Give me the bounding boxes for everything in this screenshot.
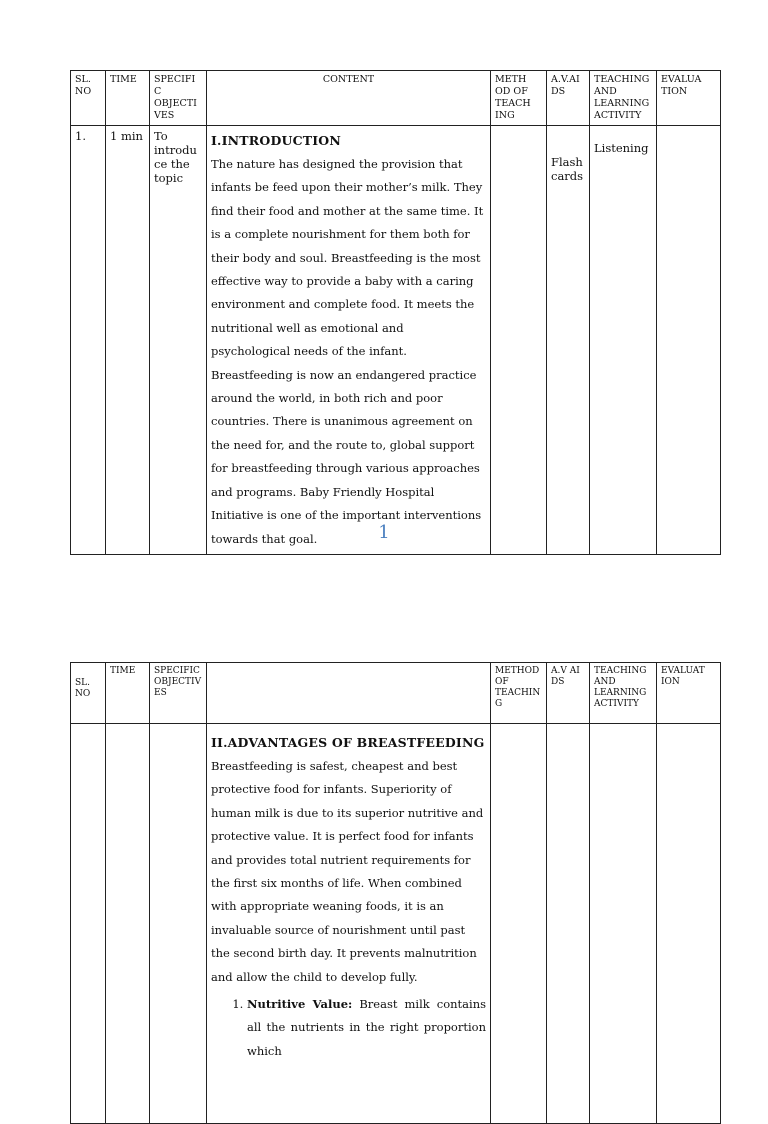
table-header-row	[71, 663, 721, 724]
header-evaluation: EVALUA TION	[657, 71, 721, 126]
header-sl-no: SL. NO	[71, 71, 106, 126]
cell-av-aid	[547, 724, 590, 1124]
section-paragraph: The nature has designed the provision that infants be feed upon their mother’s milk. They find their food and mother at the same time. It is a complete nourishment for them both for their body and soul. Breastfeeding is the most effective way to provide a baby with a caring environment and complete food. It meets the nutritional well as emotional and psychological needs of the infant. Breastfeeding is now an endangered practice around the world, in both rich and poor countries. There is unanimous agreement on the need for, and the route to, global support for breastfeeding through various approaches and programs. Baby Friendly Hospital Initiative is one of the important interventions towards that goal.	[211, 157, 484, 546]
cell-activity	[590, 126, 657, 555]
activity-text: Listening	[594, 141, 649, 155]
header-activity: TEACHING AND LEARNING ACTIVITY	[590, 71, 657, 126]
cell-content	[207, 724, 491, 1124]
header-time: TIME	[106, 71, 150, 126]
list-item-title: Nutritive Value:	[247, 997, 353, 1012]
header-content: CONTENT	[207, 71, 491, 126]
av-aid-text: Flash cards	[551, 155, 584, 183]
cell-method	[491, 724, 547, 1124]
section-paragraph: Breastfeeding is safest, cheapest and best protective food for infants. Superiority of human milk is due to its superior nutritive and protective value. It is perfect food for infants and provides total nutrient requirements for the first six months of life. When combined with appropriate weaning foods, it is an invaluable source of nourishment until past the second birth day. It prevents malnutrition and allow the child to develop fully.	[211, 759, 484, 984]
cell-method	[491, 126, 547, 555]
header-av-aids: A.V.AI DS	[547, 71, 590, 126]
table-header-row	[71, 71, 721, 126]
header-content	[207, 663, 491, 724]
header-method: METHOD OF TEACHIN G	[491, 663, 547, 724]
list-item	[247, 993, 486, 1063]
header-time: TIME	[106, 663, 150, 724]
lesson-plan-table-1	[70, 70, 721, 555]
cell-time: 1 min	[106, 126, 150, 555]
header-av-aids: A.V AI DS	[547, 663, 590, 724]
advantages-list	[211, 993, 486, 1063]
header-sl-no-text: SL. NO	[75, 678, 91, 699]
table-row	[71, 126, 721, 555]
header-sl-no	[71, 663, 106, 724]
cell-activity	[590, 724, 657, 1124]
cell-objective: To introduce the topic	[150, 126, 207, 555]
header-evaluation: EVALUAT ION	[657, 663, 721, 724]
cell-sl-no	[71, 724, 106, 1124]
cell-objective	[150, 724, 207, 1124]
section-heading: I.INTRODUCTION	[211, 133, 342, 148]
cell-evaluation	[657, 724, 721, 1124]
header-activity: TEACHING AND LEARNING ACTIVITY	[590, 663, 657, 724]
table-row	[71, 724, 721, 1124]
header-objectives: SPECIFIC OBJECTIV ES	[150, 663, 207, 724]
header-objectives: SPECIFIC OBJECTI VES	[150, 71, 207, 126]
cell-evaluation	[657, 126, 721, 555]
lesson-plan-table-2	[70, 662, 721, 1124]
list-item-text: Breast milk contains all the nutrients in the right proportion which	[247, 997, 486, 1058]
page-number: 1	[378, 522, 390, 543]
cell-content	[207, 126, 491, 555]
header-method: METH OD OF TEACH ING	[491, 71, 547, 126]
cell-av-aid	[547, 126, 590, 555]
section-heading: II.ADVANTAGES OF BREASTFEEDING	[211, 735, 485, 750]
cell-time	[106, 724, 150, 1124]
cell-sl-no: 1.	[71, 126, 106, 555]
